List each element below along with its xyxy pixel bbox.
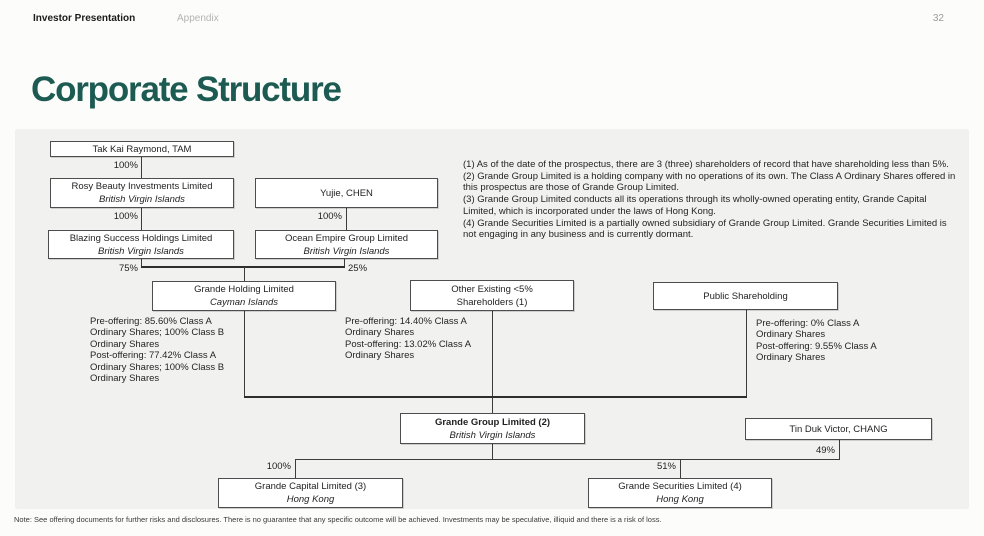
org-box-tin-duk-chang xyxy=(745,418,932,440)
connector-line xyxy=(244,267,245,281)
entity-name: Grande Holding Limited xyxy=(194,284,294,295)
entity-location: British Virgin Islands xyxy=(303,245,390,257)
entity-name: Public Shareholding xyxy=(703,290,788,302)
org-box-yujie-chen xyxy=(255,178,438,208)
edge-label-group-securities: 51% xyxy=(656,461,676,472)
entity-name: Blazing Success Holdings Limited xyxy=(69,232,213,244)
connector-line xyxy=(141,157,142,178)
entity-name: Grande Securities Limited (4) xyxy=(618,481,742,492)
connector-line xyxy=(746,310,747,397)
connector-line xyxy=(295,459,296,478)
connector-line xyxy=(839,440,840,459)
share-line: Ordinary Shares xyxy=(345,327,415,339)
share-line: Pre-offering: 14.40% Class A xyxy=(345,316,467,327)
org-box-other-shareholders xyxy=(410,280,574,311)
entity-name: Ocean Empire Group Limited xyxy=(284,232,409,244)
entity-location: Cayman Islands xyxy=(209,297,279,308)
disclaimer-note: Note: See offering documents for further risks and disclosures. There is no guarantee that any specific outcome will be achieved. Investments may be speculative, illiquid and there is a risk of loss. xyxy=(14,515,662,524)
share-line: Pre-offering: 85.60% Class A xyxy=(90,316,212,327)
org-box-public-shareholding xyxy=(653,282,838,310)
edge-label-rosy-blazing: 100% xyxy=(113,211,138,222)
org-box-grande-securities xyxy=(588,478,772,508)
share-line: Pre-offering: 0% Class A xyxy=(756,318,860,329)
deck-title: Investor Presentation xyxy=(33,13,136,24)
edge-label-tam-rosy: 100% xyxy=(113,160,138,171)
section-label: Appendix xyxy=(177,13,219,24)
page-number: 32 xyxy=(932,13,944,24)
entity-name: Other Existing <5% xyxy=(451,283,533,295)
entity-name: Grande Capital Limited (3) xyxy=(254,481,367,492)
entity-name: Tin Duk Victor, CHANG xyxy=(789,423,888,435)
connector-line xyxy=(141,266,345,268)
edge-label-ocean-holding: 25% xyxy=(348,263,368,274)
entity-name: Shareholders (1) xyxy=(456,296,528,308)
footnote-4: (4) Grande Securities Limited is a partially owned subsidiary of Grande Group Limited. Grande Securities Limited is not engaging in any business and is currently dormant. xyxy=(463,217,947,241)
entity-location: Hong Kong xyxy=(656,494,704,505)
entity-name: Rosy Beauty Investments Limited xyxy=(71,181,213,192)
share-line: Post-offering: 9.55% Class A xyxy=(756,340,877,352)
footnote-3: (3) Grande Group Limited conducts all its operations through its wholly-owned operating entity, Grande Capital Limited, which is incorporated under the laws of Hong Kong. xyxy=(463,194,927,217)
org-box-blazing-success xyxy=(48,230,234,259)
connector-line xyxy=(244,396,747,398)
share-block-grande-holding xyxy=(90,316,255,384)
org-box-grande-holding xyxy=(152,281,336,311)
footnote-1: (1) As of the date of the prospectus, there are 3 (three) shareholders of record that have shareholding less than 5%. xyxy=(463,159,949,170)
share-line: Post-offering: 13.02% Class A xyxy=(345,338,472,350)
entity-location: British Virgin Islands xyxy=(449,429,536,441)
entity-name: Tak Kai Raymond, TAM xyxy=(92,143,192,155)
share-line: Ordinary Shares xyxy=(90,373,160,385)
edge-label-group-capital: 100% xyxy=(266,461,291,472)
entity-location: British Virgin Islands xyxy=(99,194,185,205)
connector-line xyxy=(346,208,347,230)
footnote-2: (2) Grande Group Limited is a holding company with no operations of its own. The Class A Ordinary Shares offered in this prospectus are those of Grande Group Limited. xyxy=(463,170,956,194)
entity-name: Yujie, CHEN xyxy=(320,187,373,199)
share-line: Ordinary Shares; 100% Class B xyxy=(90,361,225,373)
edge-label-chang-securities: 49% xyxy=(815,445,835,456)
entity-name: Grande Group Limited (2) xyxy=(434,416,551,428)
share-line: Post-offering: 77.42% Class A xyxy=(90,350,217,362)
share-line: Ordinary Shares xyxy=(756,352,826,364)
org-box-ocean-empire xyxy=(255,230,438,259)
share-block-public-shareholding xyxy=(756,318,911,364)
org-box-rosy-beauty xyxy=(50,178,234,208)
connector-line xyxy=(680,459,681,478)
share-block-other-shareholders xyxy=(345,316,500,362)
share-line: Ordinary Shares xyxy=(345,350,415,362)
share-line: Ordinary Shares; 100% Class B xyxy=(90,327,225,339)
footnotes-block xyxy=(463,159,957,241)
org-box-tak-kai xyxy=(50,141,234,157)
connector-line xyxy=(492,398,493,413)
share-line: Ordinary Shares xyxy=(90,338,160,350)
org-box-grande-group xyxy=(400,413,585,444)
connector-line xyxy=(295,459,840,460)
slide-title: Corporate Structure xyxy=(31,70,341,109)
share-line: Ordinary Shares xyxy=(756,329,826,341)
org-box-grande-capital xyxy=(218,478,403,508)
connector-line xyxy=(141,208,142,230)
entity-location: Hong Kong xyxy=(286,494,335,505)
edge-label-yujie-ocean: 100% xyxy=(317,211,342,222)
edge-label-blazing-holding: 75% xyxy=(118,263,138,274)
entity-location: British Virgin Islands xyxy=(98,245,184,257)
connector-line xyxy=(492,444,493,459)
